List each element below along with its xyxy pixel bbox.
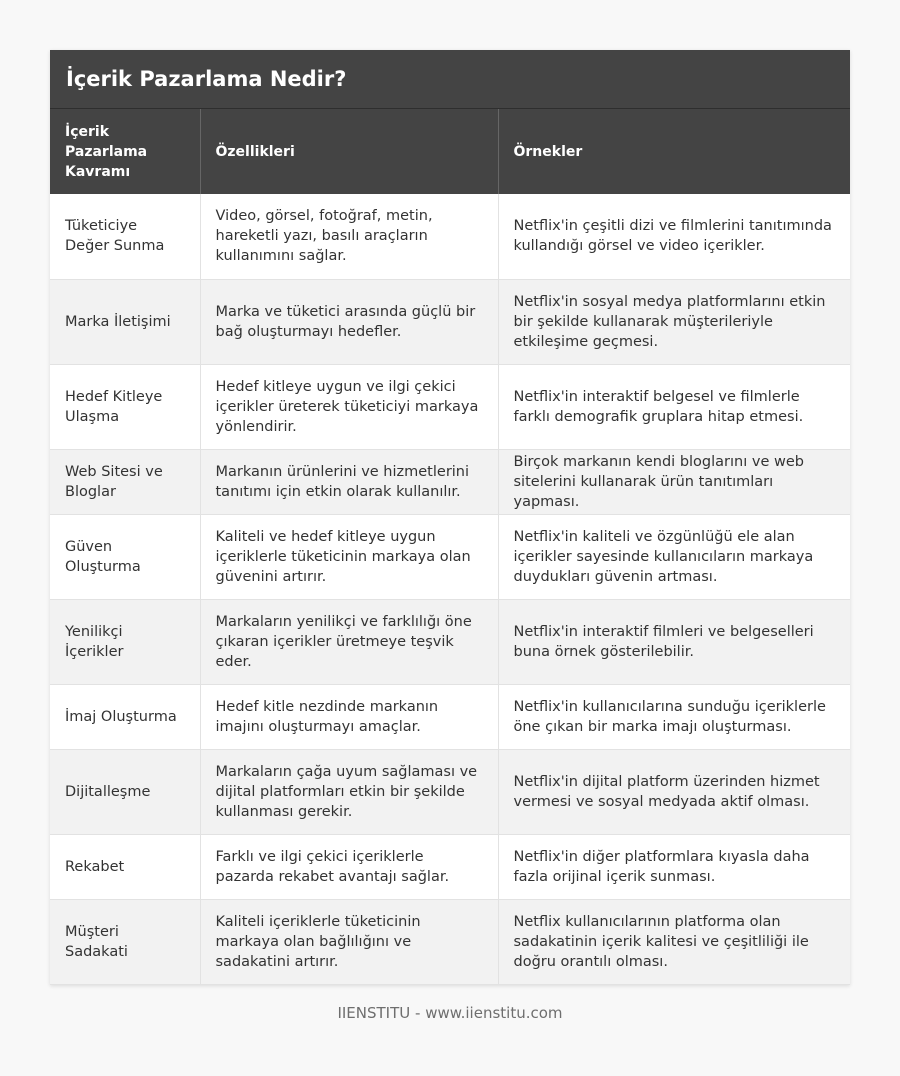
cell-examples: Netflix'in interaktif filmleri ve belgeselleri buna örnek gösterilebilir. — [498, 599, 850, 684]
table-row — [50, 749, 850, 834]
content-card — [50, 50, 850, 985]
cell-features: Video, görsel, fotoğraf, metin, hareketli yazı, basılı araçların kullanımını sağlar. — [200, 194, 498, 279]
cell-features: Kaliteli içeriklerle tüketicinin markaya olan bağlılığını ve sadakatini artırır. — [200, 899, 498, 984]
page-title: İçerik Pazarlama Nedir? — [50, 50, 850, 109]
concept-table — [50, 109, 850, 985]
cell-features: Hedef kitleye uygun ve ilgi çekici içerikler üreterek tüketiciyi markaya yönlendirir. — [200, 364, 498, 449]
cell-examples: Netflix'in kaliteli ve özgünlüğü ele alan içerikler sayesinde kullanıcıların markaya duydukları güvenin artması. — [498, 514, 850, 599]
cell-examples: Netflix'in diğer platformlara kıyasla daha fazla orijinal içerik sunması. — [498, 834, 850, 899]
column-header-concept: İçerik Pazarlama Kavramı — [50, 109, 200, 194]
cell-features: Markaların çağa uyum sağlaması ve dijital platformları etkin bir şekilde kullanması gerekir. — [200, 749, 498, 834]
cell-features: Marka ve tüketici arasında güçlü bir bağ oluşturmayı hedefler. — [200, 279, 498, 364]
table-header-row — [50, 109, 850, 194]
table-row — [50, 684, 850, 749]
cell-concept: Güven Oluşturma — [50, 514, 200, 599]
footer-credit: IIENSTITU - www.iienstitu.com — [337, 1004, 563, 1022]
table-row — [50, 599, 850, 684]
cell-concept: Hedef Kitleye Ulaşma — [50, 364, 200, 449]
table-row — [50, 449, 850, 514]
cell-examples: Birçok markanın kendi bloglarını ve web sitelerini kullanarak ürün tanıtımları yapması. — [498, 449, 850, 514]
cell-features: Kaliteli ve hedef kitleye uygun içeriklerle tüketicinin markaya olan güvenini artırır. — [200, 514, 498, 599]
cell-examples: Netflix kullanıcılarının platforma olan sadakatinin içerik kalitesi ve çeşitliliği ile doğru orantılı olması. — [498, 899, 850, 984]
cell-concept: İmaj Oluşturma — [50, 684, 200, 749]
cell-concept: Rekabet — [50, 834, 200, 899]
cell-examples: Netflix'in kullanıcılarına sunduğu içeriklerle öne çıkan bir marka imajı oluşturması. — [498, 684, 850, 749]
table-row — [50, 194, 850, 279]
table-row — [50, 899, 850, 984]
cell-features: Markanın ürünlerini ve hizmetlerini tanıtımı için etkin olarak kullanılır. — [200, 449, 498, 514]
table-row — [50, 514, 850, 599]
table-row — [50, 279, 850, 364]
table-row — [50, 364, 850, 449]
cell-features: Markaların yenilikçi ve farklılığı öne çıkaran içerikler üretmeye teşvik eder. — [200, 599, 498, 684]
cell-concept: Müşteri Sadakati — [50, 899, 200, 984]
cell-examples: Netflix'in sosyal medya platformlarını etkin bir şekilde kullanarak müşterileriyle etkileşime geçmesi. — [498, 279, 850, 364]
column-header-examples: Örnekler — [498, 109, 850, 194]
table-row — [50, 834, 850, 899]
cell-concept: Marka İletişimi — [50, 279, 200, 364]
cell-concept: Yenilikçi İçerikler — [50, 599, 200, 684]
cell-features: Hedef kitle nezdinde markanın imajını oluşturmayı amaçlar. — [200, 684, 498, 749]
cell-features: Farklı ve ilgi çekici içeriklerle pazarda rekabet avantajı sağlar. — [200, 834, 498, 899]
cell-examples: Netflix'in dijital platform üzerinden hizmet vermesi ve sosyal medyada aktif olması. — [498, 749, 850, 834]
cell-concept: Web Sitesi ve Bloglar — [50, 449, 200, 514]
cell-examples: Netflix'in interaktif belgesel ve filmlerle farklı demografik gruplara hitap etmesi. — [498, 364, 850, 449]
column-header-features: Özellikleri — [200, 109, 498, 194]
cell-examples: Netflix'in çeşitli dizi ve filmlerini tanıtımında kullandığı görsel ve video içerikler. — [498, 194, 850, 279]
cell-concept: Dijitalleşme — [50, 749, 200, 834]
cell-concept: Tüketiciye Değer Sunma — [50, 194, 200, 279]
